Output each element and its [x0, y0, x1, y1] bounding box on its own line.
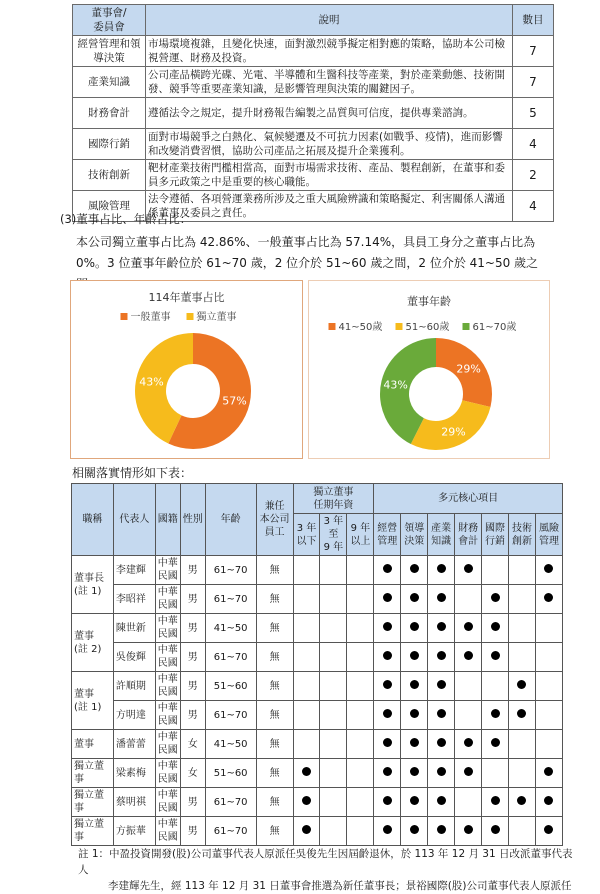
core-cell	[428, 817, 455, 846]
check-dot-icon	[383, 622, 392, 631]
core-cell	[509, 672, 536, 701]
check-dot-icon	[302, 796, 311, 805]
core-cell	[509, 585, 536, 614]
committee-table	[72, 4, 554, 222]
slice-label: 29%	[441, 425, 466, 439]
director-name: 潘蕾蕾	[113, 730, 155, 759]
director-employee: 無	[256, 556, 293, 585]
check-dot-icon	[410, 796, 419, 805]
core-cell	[455, 817, 482, 846]
tenure-cell	[320, 788, 347, 817]
check-dot-icon	[491, 796, 500, 805]
check-dot-icon	[410, 680, 419, 689]
director-row	[72, 759, 563, 788]
check-dot-icon	[544, 564, 553, 573]
director-name: 蔡明祺	[113, 788, 155, 817]
check-dot-icon	[410, 622, 419, 631]
director-row	[72, 788, 563, 817]
director-employee: 無	[256, 643, 293, 672]
core-cell	[509, 614, 536, 643]
core-cell	[482, 556, 509, 585]
check-dot-icon	[544, 767, 553, 776]
check-dot-icon	[464, 738, 473, 747]
check-dot-icon	[437, 622, 446, 631]
director-name: 方振華	[113, 817, 155, 846]
core-cell	[428, 556, 455, 585]
committee-count: 7	[513, 67, 554, 98]
check-dot-icon	[491, 651, 500, 660]
check-dot-icon	[410, 651, 419, 660]
director-title: 董事長 (註 1)	[72, 556, 114, 614]
director-gender: 男	[180, 788, 205, 817]
core-cell	[455, 556, 482, 585]
committee-category: 產業知識	[73, 67, 146, 98]
director-gender: 男	[180, 672, 205, 701]
core-cell	[428, 788, 455, 817]
tenure-cell	[320, 556, 347, 585]
header-count: 數目	[513, 5, 554, 36]
check-dot-icon	[383, 738, 392, 747]
header-core-4: 國際 行銷	[482, 514, 509, 556]
director-age: 51~60	[205, 759, 256, 788]
core-cell	[482, 817, 509, 846]
core-cell	[509, 788, 536, 817]
check-dot-icon	[410, 709, 419, 718]
header-core-6: 風險 管理	[535, 514, 562, 556]
header-tenure-0: 3 年 以下	[293, 514, 320, 556]
core-cell	[535, 672, 562, 701]
header-core-1: 領導 決策	[401, 514, 428, 556]
committee-description: 公司產品橫跨光碟、光電、半導體和生醫科技等產業，對於產業動態、技術開發、競爭等重要產業知識，是影響管理與決策的關鍵因子。	[146, 67, 513, 98]
legend-swatch	[396, 323, 403, 330]
legend-label: 獨立董事	[196, 312, 237, 323]
director-name: 陳世新	[113, 614, 155, 643]
check-dot-icon	[517, 680, 526, 689]
director-name: 方明達	[113, 701, 155, 730]
core-cell	[428, 759, 455, 788]
core-cell	[374, 643, 401, 672]
tenure-cell	[293, 614, 320, 643]
director-name: 梁素梅	[113, 759, 155, 788]
director-gender: 男	[180, 817, 205, 846]
core-cell	[482, 585, 509, 614]
director-name: 李昭祥	[113, 585, 155, 614]
legend-swatch	[329, 323, 336, 330]
tenure-cell	[347, 701, 374, 730]
core-cell	[535, 585, 562, 614]
check-dot-icon	[491, 622, 500, 631]
check-dot-icon	[383, 593, 392, 602]
tenure-cell	[347, 556, 374, 585]
director-ratio-donut	[71, 281, 302, 458]
core-cell	[535, 643, 562, 672]
director-nationality: 中華 民國	[155, 788, 180, 817]
legend-swatch	[121, 313, 128, 320]
header-tenure-group: 獨立董事 任期年資	[293, 484, 374, 514]
tenure-cell	[293, 585, 320, 614]
core-cell	[374, 556, 401, 585]
director-row	[72, 643, 563, 672]
tenure-cell	[347, 788, 374, 817]
core-cell	[482, 788, 509, 817]
check-dot-icon	[464, 825, 473, 834]
check-dot-icon	[437, 680, 446, 689]
core-cell	[509, 759, 536, 788]
tenure-cell	[320, 614, 347, 643]
director-age: 61~70	[205, 788, 256, 817]
header-committee: 董事會/ 委員會	[73, 5, 146, 36]
check-dot-icon	[302, 825, 311, 834]
director-age: 61~70	[205, 817, 256, 846]
director-gender: 女	[180, 730, 205, 759]
header-core-3: 財務 會計	[455, 514, 482, 556]
check-dot-icon	[437, 651, 446, 660]
core-cell	[535, 730, 562, 759]
committee-row	[73, 36, 554, 67]
director-age: 61~70	[205, 585, 256, 614]
core-cell	[374, 759, 401, 788]
check-dot-icon	[437, 738, 446, 747]
committee-count: 5	[513, 98, 554, 129]
check-dot-icon	[410, 738, 419, 747]
core-cell	[509, 730, 536, 759]
core-cell	[509, 643, 536, 672]
core-cell	[482, 672, 509, 701]
section-title: (3)董事占比、年齡占比：	[60, 212, 192, 226]
slice-label: 43%	[139, 375, 164, 389]
core-cell	[428, 614, 455, 643]
header-gender: 性別	[180, 484, 205, 556]
tenure-cell	[293, 556, 320, 585]
core-cell	[401, 556, 428, 585]
director-gender: 男	[180, 701, 205, 730]
tenure-cell	[320, 701, 347, 730]
check-dot-icon	[464, 564, 473, 573]
committee-category: 技術創新	[73, 160, 146, 191]
tenure-cell	[347, 759, 374, 788]
check-dot-icon	[517, 796, 526, 805]
check-dot-icon	[464, 651, 473, 660]
core-cell	[428, 672, 455, 701]
core-cell	[401, 817, 428, 846]
core-cell	[374, 614, 401, 643]
core-cell	[455, 614, 482, 643]
chart-title: 董事年齡	[407, 295, 451, 308]
tenure-cell	[320, 730, 347, 759]
header-core-group: 多元核心項目	[374, 484, 563, 514]
check-dot-icon	[410, 825, 419, 834]
director-ratio-chart	[70, 280, 303, 459]
tenure-cell	[293, 701, 320, 730]
core-cell	[482, 759, 509, 788]
check-dot-icon	[437, 709, 446, 718]
tenure-cell	[320, 672, 347, 701]
header-tenure-2: 9 年 以上	[347, 514, 374, 556]
check-dot-icon	[491, 593, 500, 602]
tenure-cell	[320, 585, 347, 614]
implementation-title: 相關落實情形如下表：	[72, 466, 193, 480]
director-nationality: 中華 民國	[155, 614, 180, 643]
core-cell	[401, 643, 428, 672]
committee-row	[73, 67, 554, 98]
footnote-line-2: 李建輝先生，經 113 年 12 月 31 日董事會推選為新任董事長；景裕國際(股)公司董事代表人原派任	[108, 880, 572, 892]
committee-row	[73, 160, 554, 191]
core-cell	[455, 672, 482, 701]
director-name: 許順期	[113, 672, 155, 701]
header-core-2: 產業 知識	[428, 514, 455, 556]
header-tenure-1: 3 年 至 9 年	[320, 514, 347, 556]
director-employee: 無	[256, 614, 293, 643]
core-cell	[455, 788, 482, 817]
check-dot-icon	[437, 593, 446, 602]
check-dot-icon	[410, 564, 419, 573]
tenure-cell	[293, 730, 320, 759]
legend-swatch	[463, 323, 470, 330]
check-dot-icon	[383, 767, 392, 776]
director-age: 61~70	[205, 643, 256, 672]
check-dot-icon	[383, 825, 392, 834]
core-cell	[509, 556, 536, 585]
check-dot-icon	[437, 564, 446, 573]
committee-count: 4	[513, 191, 554, 222]
core-cell	[401, 614, 428, 643]
check-dot-icon	[410, 767, 419, 776]
tenure-cell	[320, 759, 347, 788]
check-dot-icon	[383, 709, 392, 718]
chart-legend	[329, 320, 517, 333]
implementation-table	[71, 483, 563, 846]
committee-count: 7	[513, 36, 554, 67]
check-dot-icon	[464, 622, 473, 631]
core-cell	[482, 643, 509, 672]
committee-row	[73, 98, 554, 129]
core-cell	[401, 730, 428, 759]
director-employee: 無	[256, 759, 293, 788]
check-dot-icon	[302, 767, 311, 776]
legend-label: 51~60歲	[405, 322, 450, 333]
check-dot-icon	[437, 767, 446, 776]
section-paragraph: 本公司獨立董事占比為 42.86%、一般董事占比為 57.14%，具員工身分之董事占比為 0%。3 位董事年齡位於 61~70 歲，2 位介於 51~60 歲之間，2 位介於 41~50 歲之	[76, 235, 539, 270]
committee-description: 市場環境複雜，且變化快速，面對激烈競爭擬定相對應的策略，協助本公司檢視營運、財務及投資。	[146, 36, 513, 67]
director-gender: 男	[180, 643, 205, 672]
director-nationality: 中華 民國	[155, 672, 180, 701]
tenure-cell	[293, 788, 320, 817]
director-gender: 男	[180, 556, 205, 585]
director-gender: 女	[180, 759, 205, 788]
director-age: 41~50	[205, 614, 256, 643]
core-cell	[455, 730, 482, 759]
director-row	[72, 672, 563, 701]
core-cell	[401, 585, 428, 614]
core-cell	[535, 817, 562, 846]
tenure-cell	[320, 817, 347, 846]
core-cell	[455, 585, 482, 614]
director-age-chart	[308, 280, 550, 459]
check-dot-icon	[517, 709, 526, 718]
tenure-cell	[347, 817, 374, 846]
director-row	[72, 614, 563, 643]
director-employee: 無	[256, 730, 293, 759]
core-cell	[428, 701, 455, 730]
check-dot-icon	[491, 825, 500, 834]
director-nationality: 中華 民國	[155, 817, 180, 846]
director-row	[72, 556, 563, 585]
director-age: 61~70	[205, 556, 256, 585]
core-cell	[401, 788, 428, 817]
core-cell	[455, 759, 482, 788]
director-employee: 無	[256, 788, 293, 817]
core-cell	[428, 585, 455, 614]
core-cell	[482, 730, 509, 759]
chart-title: 114年董事占比	[148, 291, 225, 304]
director-title: 獨立董事	[72, 817, 114, 846]
committee-description: 法令遵循、各項營運業務所涉及之重大風險辨識和策略擬定、利害關係人溝通係董事及委員之責任。	[146, 191, 513, 222]
core-cell	[401, 759, 428, 788]
committee-category: 經營管理和領導決策	[73, 36, 146, 67]
committee-description: 靶材產業技術門檻相當高，面對市場需求技術、產品、製程創新，在董事和委員多元政策之中是重要的核心職能。	[146, 160, 513, 191]
slice-label: 43%	[383, 378, 408, 392]
tenure-cell	[293, 672, 320, 701]
check-dot-icon	[544, 593, 553, 602]
check-dot-icon	[437, 796, 446, 805]
core-cell	[455, 701, 482, 730]
check-dot-icon	[383, 680, 392, 689]
tenure-cell	[320, 643, 347, 672]
director-row	[72, 730, 563, 759]
director-title: 董事 (註 2)	[72, 614, 114, 672]
check-dot-icon	[383, 651, 392, 660]
director-row	[72, 817, 563, 846]
footnote	[78, 846, 578, 894]
tenure-cell	[293, 643, 320, 672]
header-representative: 代表人	[113, 484, 155, 556]
director-gender: 男	[180, 614, 205, 643]
header-description: 說明	[146, 5, 513, 36]
core-cell	[374, 730, 401, 759]
director-title: 獨立董事	[72, 759, 114, 788]
committee-count: 2	[513, 160, 554, 191]
check-dot-icon	[437, 825, 446, 834]
check-dot-icon	[383, 564, 392, 573]
core-cell	[482, 701, 509, 730]
check-dot-icon	[491, 709, 500, 718]
header-nationality: 國籍	[155, 484, 180, 556]
core-cell	[374, 585, 401, 614]
director-nationality: 中華 民國	[155, 759, 180, 788]
director-employee: 無	[256, 585, 293, 614]
core-cell	[428, 643, 455, 672]
committee-count: 4	[513, 129, 554, 160]
committee-category: 國際行銷	[73, 129, 146, 160]
director-age: 61~70	[205, 701, 256, 730]
core-cell	[509, 817, 536, 846]
core-cell	[374, 701, 401, 730]
core-cell	[401, 701, 428, 730]
director-title: 董事	[72, 730, 114, 759]
committee-row	[73, 129, 554, 160]
core-cell	[535, 701, 562, 730]
header-title: 職稱	[72, 484, 114, 556]
check-dot-icon	[383, 796, 392, 805]
director-nationality: 中華 民國	[155, 701, 180, 730]
core-cell	[374, 672, 401, 701]
core-cell	[535, 759, 562, 788]
legend-label: 一般董事	[130, 312, 171, 323]
header-age: 年齡	[205, 484, 256, 556]
director-row	[72, 585, 563, 614]
director-title: 董事 (註 1)	[72, 672, 114, 730]
committee-table-header	[73, 5, 554, 36]
director-employee: 無	[256, 701, 293, 730]
check-dot-icon	[544, 825, 553, 834]
header-employee: 兼任 本公司 員工	[256, 484, 293, 556]
committee-category: 風險管理	[73, 191, 146, 222]
header-core-0: 經營 管理	[374, 514, 401, 556]
committee-description: 遵循法令之規定，提升財務報告編製之品質與可信度，提供專業諮詢。	[146, 98, 513, 129]
director-age: 41~50	[205, 730, 256, 759]
core-cell	[374, 817, 401, 846]
tenure-cell	[347, 585, 374, 614]
core-cell	[428, 730, 455, 759]
core-cell	[482, 614, 509, 643]
check-dot-icon	[544, 796, 553, 805]
core-cell	[535, 556, 562, 585]
director-name: 李建輝	[113, 556, 155, 585]
core-cell	[535, 788, 562, 817]
director-nationality: 中華 民國	[155, 556, 180, 585]
check-dot-icon	[491, 738, 500, 747]
core-cell	[509, 701, 536, 730]
legend-swatch	[187, 313, 194, 320]
legend-label: 41~50歲	[338, 322, 383, 333]
committee-description: 面對市場競爭之白熱化、氣候變遷及不可抗力因素(如戰爭、疫情)，進而影響和改變消費習慣，協助公司產品之拓展及提升企業獲利。	[146, 129, 513, 160]
director-age-donut	[309, 281, 549, 458]
director-nationality: 中華 民國	[155, 730, 180, 759]
director-title: 獨立董事	[72, 788, 114, 817]
director-gender: 男	[180, 585, 205, 614]
director-age: 51~60	[205, 672, 256, 701]
core-cell	[535, 614, 562, 643]
director-nationality: 中華 民國	[155, 585, 180, 614]
director-row	[72, 701, 563, 730]
core-cell	[401, 672, 428, 701]
header-core-5: 技術 創新	[509, 514, 536, 556]
tenure-cell	[347, 643, 374, 672]
tenure-cell	[347, 730, 374, 759]
director-employee: 無	[256, 672, 293, 701]
tenure-cell	[347, 614, 374, 643]
committee-category: 財務會計	[73, 98, 146, 129]
director-employee: 無	[256, 817, 293, 846]
tenure-cell	[293, 759, 320, 788]
core-cell	[455, 643, 482, 672]
core-cell	[374, 788, 401, 817]
director-nationality: 中華 民國	[155, 643, 180, 672]
footnote-line-1: 註 1：中盈投資開發(股)公司董事代表人原派任吳俊先生因屆齡退休，於 113 年 12 月 31 日改派董事代表人	[78, 848, 573, 876]
check-dot-icon	[464, 767, 473, 776]
slice-label: 57%	[222, 394, 247, 408]
chart-legend	[121, 310, 237, 323]
legend-label: 61~70歲	[472, 322, 517, 333]
director-name: 吳俊輝	[113, 643, 155, 672]
tenure-cell	[347, 672, 374, 701]
tenure-cell	[293, 817, 320, 846]
check-dot-icon	[410, 593, 419, 602]
slice-label: 29%	[456, 362, 481, 376]
